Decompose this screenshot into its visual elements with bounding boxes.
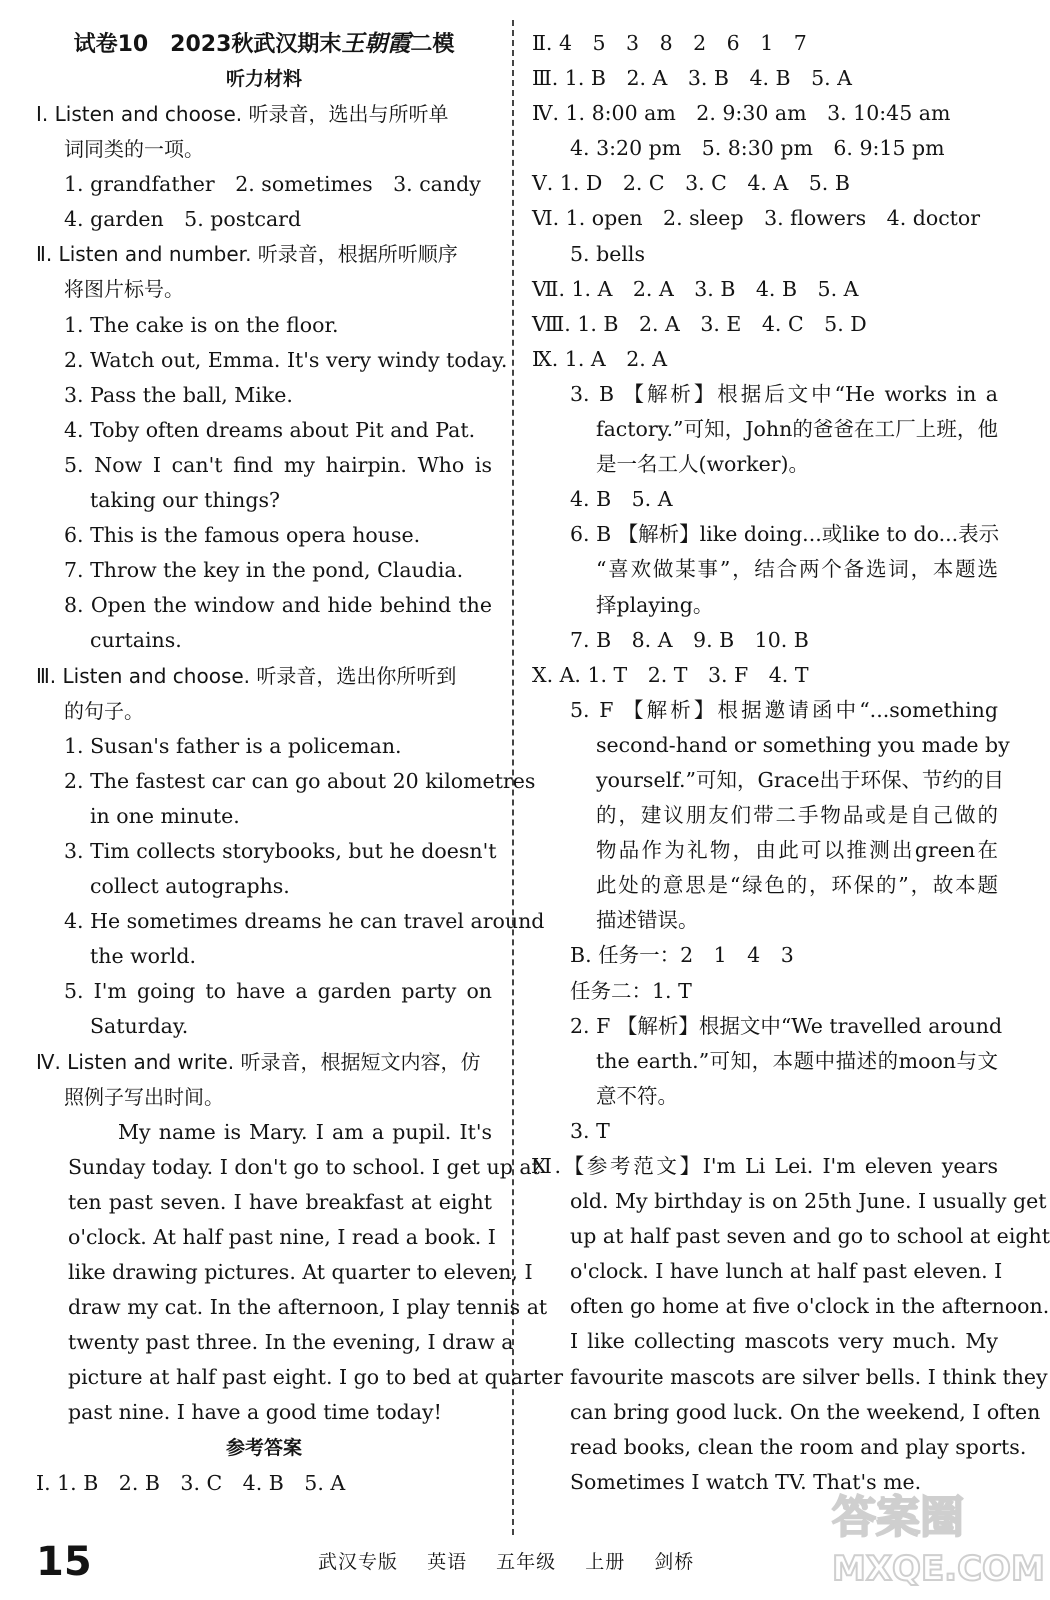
footer-subject: 英语	[427, 1551, 468, 1573]
list-item: 3. Tim collects storybooks, but he doesn't	[64, 838, 497, 863]
passage-line: My name is Mary. I am a pupil. It's	[118, 1119, 492, 1144]
list-item: 8. Open the window and hide behind the	[64, 593, 492, 618]
answer-line: 5. F 【解析】根据邀请函中“...something	[570, 697, 998, 722]
section-heading: Ⅰ. Listen and choose. 听录音，选出与所听单	[36, 102, 449, 126]
section-heading: 词同类的一项。	[64, 137, 204, 162]
answer-line: “喜欢做某事”，结合两个备选词，本题选	[596, 557, 998, 582]
footer-info	[318, 1532, 716, 1592]
list-item: Saturday.	[90, 1014, 189, 1039]
passage-line: Sunday today. I don't go to school. I get up at	[68, 1154, 540, 1179]
answer-line: 3. B 【解析】根据后文中“He works in a	[570, 381, 998, 406]
footer-edition: 武汉专版	[318, 1551, 399, 1573]
answer-line: Ⅴ. 1. D 2. C 3. C 4. A 5. B	[532, 171, 850, 196]
list-item: in one minute.	[90, 803, 240, 828]
list-item: taking our things?	[90, 488, 280, 513]
watermark-domain: MXQE.COM	[832, 1549, 1045, 1589]
list-item: 1. The cake is on the floor.	[64, 312, 339, 337]
page-number: 15	[36, 1539, 92, 1585]
section-heading: 将图片标号。	[64, 277, 184, 302]
list-item: 1. Susan's father is a policeman.	[64, 733, 402, 758]
answer-line: I like collecting mascots very much. My	[570, 1329, 998, 1354]
left-column	[36, 26, 564, 1501]
answer-line: 意不符。	[596, 1083, 678, 1108]
answer-line: 3. T	[570, 1118, 610, 1143]
answer-line: 2. F 【解析】根据文中“We travelled around	[570, 1013, 1003, 1038]
list-item: curtains.	[90, 628, 182, 653]
page-footer	[0, 1532, 1026, 1592]
passage-line: past nine. I have a good time today!	[68, 1400, 442, 1425]
answer-line: read books, clean the room and play sports.	[570, 1434, 1027, 1459]
answer-line: 物品作为礼物，由此可以推测出green在	[596, 838, 998, 863]
footer-grade: 五年级	[496, 1551, 557, 1573]
answer-line: Ⅺ.【参考范文】I'm Li Lei. I'm eleven years	[532, 1154, 998, 1178]
answer-line: can bring good luck. On the weekend, I often	[570, 1399, 1041, 1424]
answer-line: 4. 3:20 pm 5. 8:30 pm 6. 9:15 pm	[570, 136, 945, 161]
answer-line: old. My birthday is on 25th June. I usually get	[570, 1189, 1047, 1214]
answer-line: Ⅲ. 1. B 2. A 3. B 4. B 5. A	[532, 66, 852, 91]
list-item: 3. Pass the ball, Mike.	[64, 382, 293, 407]
list-item: collect autographs.	[90, 874, 290, 899]
answer-line: up at half past seven and go to school at eight	[570, 1224, 1050, 1249]
section-heading: Ⅱ. Listen and number. 听录音，根据所听顺序	[36, 242, 458, 267]
answer-line: Sometimes I watch TV. That's me.	[570, 1469, 922, 1494]
answer-line: Ⅰ. 1. B 2. B 3. C 4. B 5. A	[36, 1470, 346, 1495]
answer-line: favourite mascots are silver bells. I think they	[570, 1364, 1048, 1389]
answer-line: Ⅷ. 1. B 2. A 3. E 4. C 5. D	[532, 311, 867, 336]
answer-line: Ⅹ. A. 1. T 2. T 3. F 4. T	[532, 662, 809, 687]
list-item: 5. I'm going to have a garden party on	[64, 979, 492, 1004]
page-title: 试卷10 2023秋武汉期末王朝霞二模	[73, 30, 455, 57]
answer-line: 此处的意思是“绿色的，环保的”，故本题	[596, 873, 998, 898]
section-heading: 照例子写出时间。	[64, 1084, 224, 1109]
passage-line: twenty past three. In the evening, I draw a	[68, 1330, 514, 1355]
passage-line: like drawing pictures. At quarter to eleven, I	[68, 1260, 533, 1285]
answer-line: 5. bells	[570, 241, 645, 266]
answer-line: the earth.”可知，本题中描述的moon与文	[596, 1048, 998, 1073]
answer-line: Ⅳ. 1. 8:00 am 2. 9:30 am 3. 10:45 am	[532, 101, 951, 126]
answer-line: Ⅵ. 1. open 2. sleep 3. flowers 4. doctor	[532, 206, 981, 231]
watermark-text: 答案圈	[832, 1492, 964, 1543]
section-heading: Ⅳ. Listen and write. 听录音，根据短文内容，仿	[36, 1049, 481, 1074]
answer-line: 4. B 5. A	[570, 487, 673, 512]
right-column	[532, 26, 1050, 1500]
answer-line: 7. B 8. A 9. B 10. B	[570, 627, 809, 652]
answer-line: Ⅶ. 1. A 2. A 3. B 4. B 5. A	[532, 276, 859, 301]
footer-publisher: 剑桥	[654, 1551, 695, 1573]
list-item: 5. Now I can't find my hairpin. Who is	[64, 452, 492, 477]
passage-line: ten past seven. I have breakfast at eight	[68, 1189, 492, 1214]
list-item: 4. Toby often dreams about Pit and Pat.	[64, 417, 476, 442]
list-item: 4. garden 5. postcard	[64, 207, 302, 232]
answers-title: 参考答案	[225, 1436, 302, 1459]
passage-line: picture at half past eight. I go to bed at quarter	[68, 1365, 564, 1390]
answer-line: Ⅸ. 1. A 2. A	[532, 346, 668, 371]
answer-line: factory.”可知，John的爸爸在工厂上班，他	[596, 417, 998, 442]
answer-line: 择playing。	[596, 592, 714, 617]
passage-line: o'clock. At half past nine, I read a book. I	[68, 1225, 496, 1249]
list-item: 2. Watch out, Emma. It's very windy today.	[64, 347, 508, 372]
answer-line: 的，建议朋友们带二手物品或是自己做的	[596, 803, 998, 828]
answer-line: second-hand or something you made by	[596, 732, 1010, 757]
answer-line: o'clock. I have lunch at half past eleven. I	[570, 1259, 1003, 1284]
answer-line: 6. B 【解析】like doing...或like to do...表示	[570, 522, 1000, 547]
answer-line: often go home at five o'clock in the afternoon.	[570, 1294, 1050, 1319]
answer-line: 是一名工人(worker)。	[596, 452, 810, 477]
answer-line: 描述错误。	[596, 908, 699, 933]
list-item: 7. Throw the key in the pond, Claudia.	[64, 558, 464, 583]
footer-volume: 上册	[585, 1551, 626, 1573]
section-heading: Ⅲ. Listen and choose. 听录音，选出你所听到	[36, 663, 457, 688]
passage-line: draw my cat. In the afternoon, I play tennis at	[68, 1295, 548, 1320]
section-heading: 的句子。	[64, 698, 144, 723]
answer-line: Ⅱ. 4 5 3 8 2 6 1 7	[532, 31, 807, 55]
answer-line: yourself.”可知，Grace出于环保、节约的目	[596, 767, 1004, 792]
answer-line: 任务二：1. T	[570, 978, 692, 1003]
list-item: 4. He sometimes dreams he can travel around	[64, 909, 545, 934]
listening-material-title: 听力材料	[225, 68, 302, 90]
brand-logo: 王朝霞	[341, 30, 411, 57]
list-item: 2. The fastest car can go about 20 kilometres	[64, 768, 536, 793]
list-item: 1. grandfather 2. sometimes 3. candy	[64, 172, 481, 197]
list-item: 6. This is the famous opera house.	[64, 523, 421, 548]
answer-line: B. 任务一：2 1 4 3	[570, 943, 794, 968]
list-item: the world.	[90, 944, 196, 969]
